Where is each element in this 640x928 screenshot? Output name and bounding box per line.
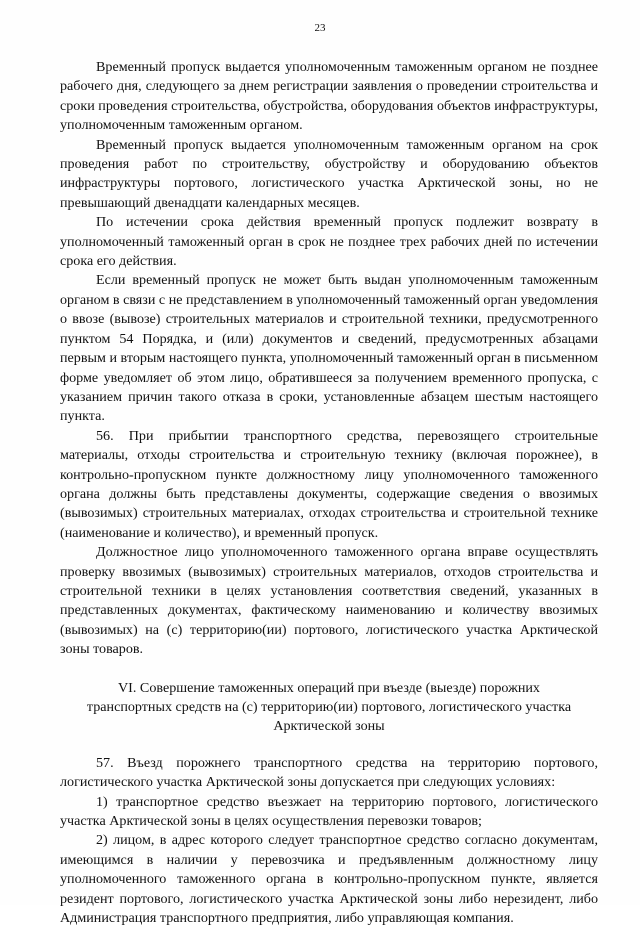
section-heading-line: транспортных средств на (с) территорию(ии) портового, логистического участка xyxy=(86,699,572,715)
paragraph-item-57: 57. Въезд порожнего транспортного средства на территорию портового, логистического участка Арктической зоны допускается при следующих условиях: xyxy=(60,754,598,791)
document-body xyxy=(60,58,598,928)
paragraph-temporary-pass-issuance: Временный пропуск выдается уполномоченным таможенным органом не позднее рабочего дня, следующего за днем регистрации заявления о проведении строительства и сроки проведения строительства, обустройства, оборудования объектов инфраструктуры, уполномоченным таможенным органом. xyxy=(60,59,598,134)
section-heading-line: Арктической зоны xyxy=(273,718,385,735)
paragraph-item-56: 56. При прибытии транспортного средства, перевозящего строительные материалы, отходы строительства и строительную технику (включая порожнее), в контрольно-пропускном пункте должностному лицу уполномоченного таможенного органа должны быть представлены документы, содержащие сведения о ввозимых (вывозимых) строительных материалах, отходах строительства и строительной технике (наименование и количество), и временный пропуск. xyxy=(60,427,598,541)
paragraph-temporary-pass-term: Временный пропуск выдается уполномоченным таможенным органом на срок проведения работ по строительству, обустройству и оборудованию объектов инфраструктуры портового, логистического участка Арктической зоны, но не превышающий двенадцати календарных месяцев. xyxy=(60,136,598,211)
paragraph-temporary-pass-refusal: Если временный пропуск не может быть выдан уполномоченным таможенным органом в связи с не представлением в уполномоченный таможенный орган уведомления о ввозе (вывозе) строительных материалов и строительной техники, предусмотренного пунктом 54 Порядка, и (или) документов и сведений, предусмотренных абзацами первым и вторым настоящего пункта, уполномоченный таможенный орган в письменном форме уведомляет об этом лицо, обратившееся за получением временного пропуска, с указанием причин такого отказа в сроки, установленные абзацем шестым настоящего пункта. xyxy=(60,272,599,425)
paragraph-condition-1: 1) транспортное средство въезжает на территорию портового, логистического участка Арктической зоны в целях осуществления перевозки товаров; xyxy=(60,793,598,830)
paragraph-item-56-inspection: Должностное лицо уполномоченного таможенного органа вправе осуществлять проверку ввозимых (вывозимых) строительных материалов, отходов строительства и строительной техники в целях установления соответствия сведений, указанных в представленных документах, фактическому наименованию и количеству ввозимых (вывозимых) на (с) территорию(ии) портового, логистического участка Арктической зоны товаров. xyxy=(60,544,598,658)
paragraph-temporary-pass-return: По истечении срока действия временный пропуск подлежит возврату в уполномоченный таможенный орган в срок не позднее трех рабочих дней по истечении срока его действия. xyxy=(60,214,598,270)
section-heading xyxy=(60,679,598,737)
page-number: 23 xyxy=(314,22,326,34)
paragraph-condition-2: 2) лицом, в адрес которого следует транспортное средство согласно документам, имеющимся в наличии у перевозчика и предъявленным должностному лицу уполномоченного таможенного органа в контрольно-пропускном пункте, является резидент портового, логистического участка Арктической зоны либо нерезидент, либо Администрация транспортного предприятия, либо управляющая компания. xyxy=(60,832,598,927)
section-heading-line: VI. Совершение таможенных операций при въезде (выезде) порожних xyxy=(118,679,540,696)
